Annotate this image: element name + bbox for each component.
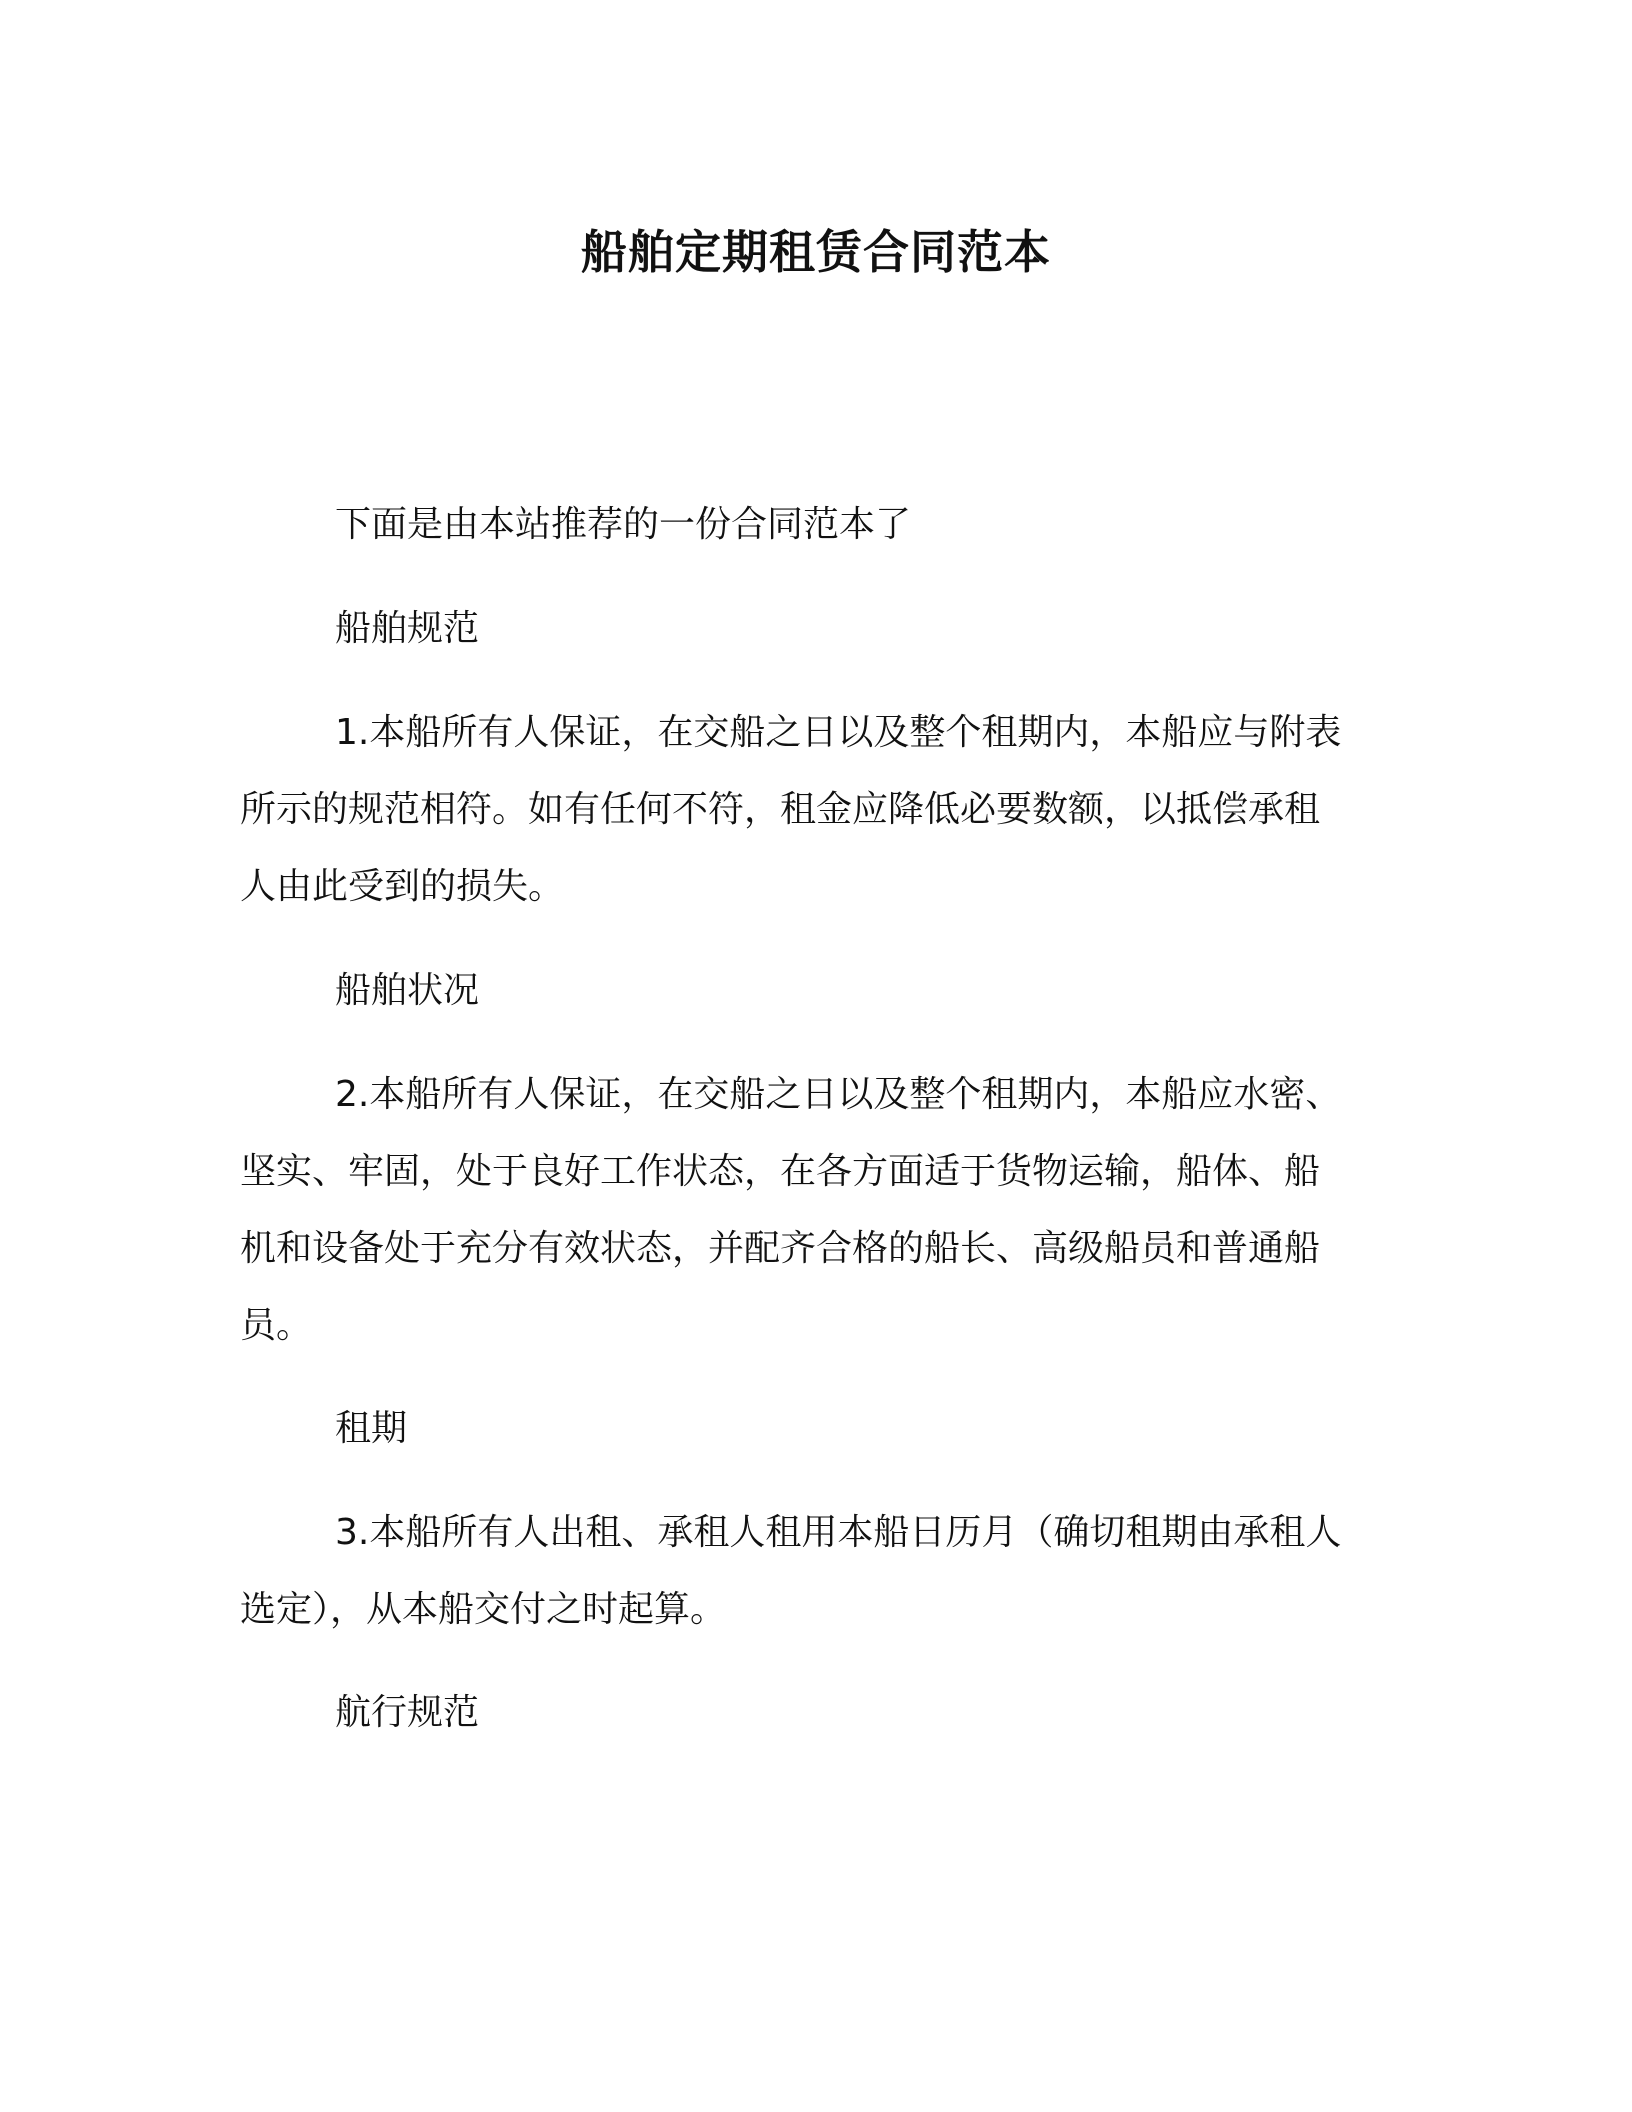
paragraph-line: 坚实、牢固，处于良好工作状态，在各方面适于货物运输，船体、船 xyxy=(240,1151,1321,1192)
paragraph-line: 所示的规范相符。如有任何不符，租金应降低必要数额，以抵偿承租 xyxy=(240,789,1321,830)
paragraph-line: 选定），从本船交付之时起算。 xyxy=(240,1589,727,1630)
paragraph-line: 机和设备处于充分有效状态，并配齐合格的船长、高级船员和普通船 xyxy=(240,1228,1321,1269)
section-heading-ship-condition: 船舶状况 xyxy=(335,970,480,1011)
section-heading-navigation-specs: 航行规范 xyxy=(335,1692,480,1733)
paragraph-line: 1.本船所有人保证，在交船之日以及整个租期内，本船应与附表 xyxy=(335,712,1342,753)
paragraph-clause-1 xyxy=(240,694,1370,925)
paragraph-line: 3.本船所有人出租、承租人租用本船日历月（确切租期由承租人 xyxy=(335,1512,1342,1553)
paragraph-clause-3 xyxy=(240,1494,1370,1648)
section-heading-charter-period: 租期 xyxy=(335,1408,408,1449)
paragraph-line: 员。 xyxy=(240,1305,313,1346)
paragraph-line: 人由此受到的损失。 xyxy=(240,866,565,907)
paragraph-line: 2.本船所有人保证，在交船之日以及整个租期内，本船应水密、 xyxy=(335,1074,1342,1115)
section-heading-ship-specs: 船舶规范 xyxy=(335,608,480,649)
paragraph-clause-2 xyxy=(240,1056,1370,1364)
document-title: 船舶定期租赁合同范本 xyxy=(581,225,1051,279)
intro-paragraph: 下面是由本站推荐的一份合同范本了 xyxy=(335,504,912,545)
